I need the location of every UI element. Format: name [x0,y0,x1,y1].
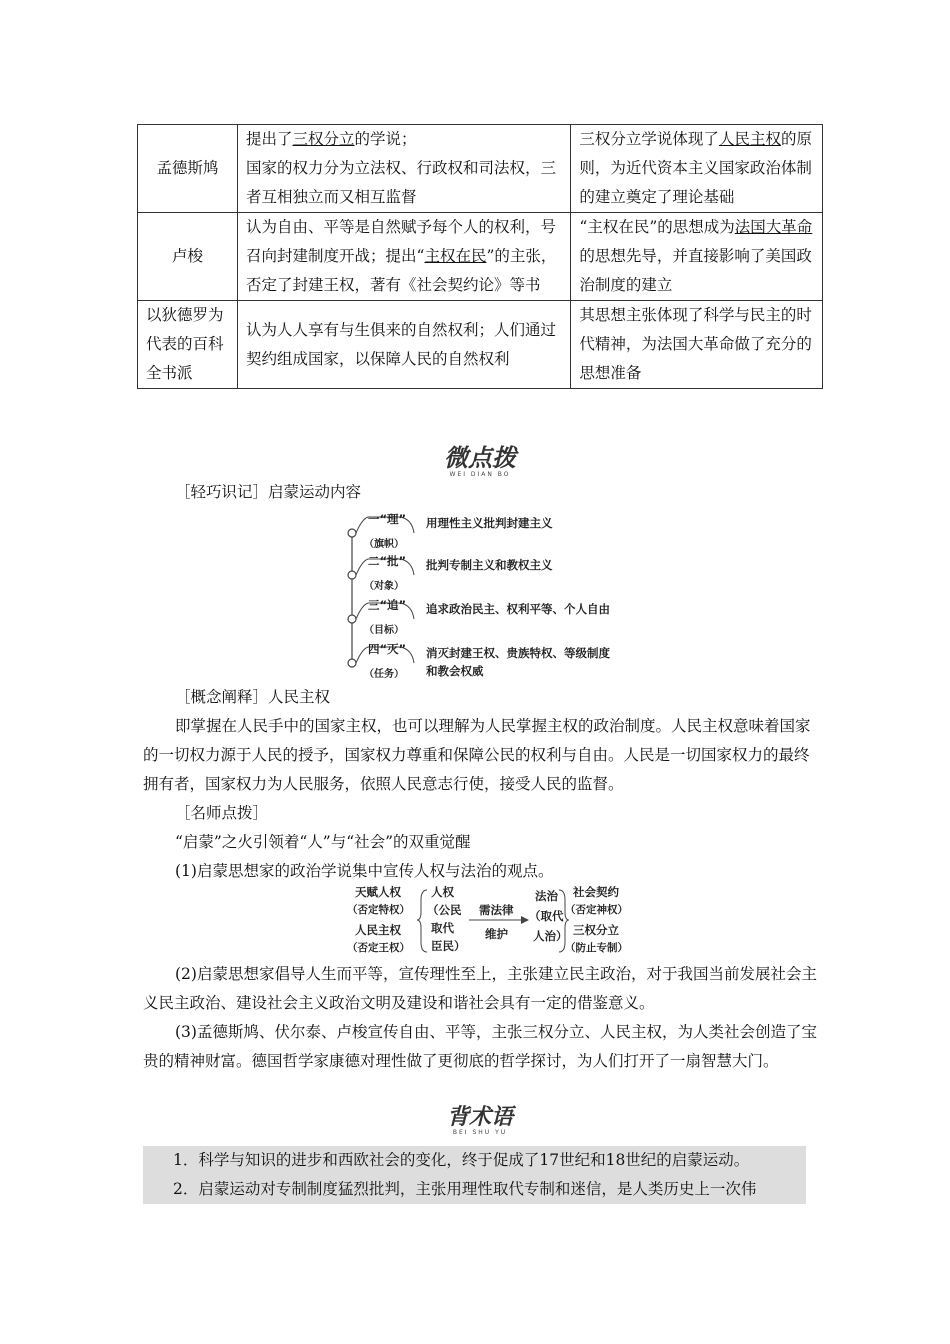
diagram-text: 用理性主义批判封建主义 [426,516,553,530]
section-label: ［名师点拨］ [175,804,269,822]
rights-rule-of-law-diagram [345,882,635,962]
diagram-key-sub: （目标） [364,625,404,636]
diagram-node: 三权分立 [573,923,619,937]
diagram-node-sub: （否定特权） [347,904,410,916]
concept-paragraph: 即掌握在人民手中的国家主权，也可以理解为人民掌握主权的政治制度。人民主权意味着国家的一切权力源于人民的授予，国家权力尊重和保障公民的权利与自由。人民是一切国家权力的最终拥有者，国家权力为人民服务，依照人民意志行使，接受人民的监督。 [143,717,811,793]
thinkers-table [137,124,823,389]
diagram-arrow-label: 维护 [485,927,508,941]
diagram-key: 二“批” [368,554,407,568]
tip-point-2: (2)启蒙思想家倡导人生而平等，宣传理性至上，主张建立民主政治，对于我国当前发展社会主义民主政治、建设社会主义政治文明及建设和谐社会具有一定的借鉴意义。 [143,965,817,1012]
diagram-node: 人权 [431,885,454,899]
diagram-node: （公民 [427,903,462,917]
thinker-name: 孟德斯鸠 [138,125,238,213]
table-row [138,301,823,389]
diagram-key-sub: （对象） [364,581,404,592]
thinker-content: 认为人人享有与生俱来的自然权利；人们通过契约组成国家，以保障人民的自然权利 [238,301,571,389]
underlined-term: 三权分立 [292,130,355,148]
section-label: ［概念阐释］人民主权 [175,688,331,706]
thinker-content: 认为自由、平等是自然赋予每个人的权利，号召向封建制度开战；提出“主权在民”的主张，否定了封建王权，著有《社会契约论》等书 [238,213,571,301]
underlined-term: 法国大革命 [734,218,813,236]
diagram-node: 人民主权 [355,923,401,937]
underlined-term: 人民主权 [718,130,781,148]
diagram-node: 臣民） [431,939,466,953]
diagram-key-sub: （任务） [364,669,404,680]
term-item: 2．启蒙运动对专制制度猛烈批判，主张用理性取代专制和迷信，是人类历史上一次伟 [143,1175,806,1204]
underlined-term: 主权在民 [424,247,487,265]
term-item: 1．科学与知识的进步和西欧社会的变化，终于促成了17世纪和18世纪的启蒙运动。 [143,1146,806,1175]
diagram-key: 四“灭” [368,642,407,656]
diagram-arrow-label: 需法律 [479,903,514,917]
diagram-text: 消灭封建王权、贵族特权、等级制度 [426,646,610,660]
diagram-node: 天赋人权 [355,885,401,899]
thinker-impact: 其思想主张体现了科学与民主的时代精神，为法国大革命做了充分的思想准备 [571,301,823,389]
tip-point-1: (1)启蒙思想家的政治学说集中宣传人权与法治的观点。 [175,862,554,880]
thinker-impact: 三权分立学说体现了人民主权的原则，为近代资本主义国家政治体制的建立奠定了理论基础 [571,125,823,213]
diagram-node: 人治） [533,929,568,943]
diagram-key: 三“追” [368,598,407,612]
tip-title: “启蒙”之火引领着“人”与“社会”的双重觉醒 [175,833,471,851]
table-row [138,213,823,301]
thinker-name: 卢梭 [138,213,238,301]
table-row [138,125,823,213]
diagram-text: 和教会权威 [426,664,484,678]
tip-point-3: (3)孟德斯鸠、伏尔泰、卢梭宣传自由、平等，主张三权分立、人民主权，为人类社会创造了宝贵的精神财富。德国哲学家康德对理性做了更彻底的哲学探讨，为人们打开了一扇智慧大门。 [143,1023,817,1070]
diagram-key-sub: （旗帜） [364,539,404,550]
diagram-text: 追求政治民主、权利平等、个人自由 [426,602,610,616]
section-label: ［轻巧识记］启蒙运动内容 [175,483,362,501]
diagram-node: 社会契约 [573,885,619,899]
diagram-node: 法治 [535,889,558,903]
thinker-content: 提出了三权分立的学说； 国家的权力分为立法权、行政权和司法权，三者互相独立而又相互监督 [238,125,571,213]
diagram-node: （取代 [529,909,564,923]
diagram-node-sub: （否定王权） [347,942,410,954]
thinker-name: 以狄德罗为代表的百科全书派 [138,301,238,389]
diagram-text: 批判专制主义和教权主义 [426,558,553,572]
section-header-weidianbo: 微点拨 WEI DIAN BO [444,443,516,478]
thinker-impact: “主权在民”的思想成为法国大革命的思想先导，并直接影响了美国政治制度的建立 [571,213,823,301]
diagram-key: 一“理” [368,512,407,526]
diagram-node-sub: （防止专制） [565,942,628,954]
diagram-node-sub: （否定神权） [565,904,628,916]
section-header-beishuyu: 背术语 BEI SHU YU [446,1104,513,1136]
diagram-node: 取代 [431,921,454,935]
enlightenment-content-diagram [340,505,650,680]
